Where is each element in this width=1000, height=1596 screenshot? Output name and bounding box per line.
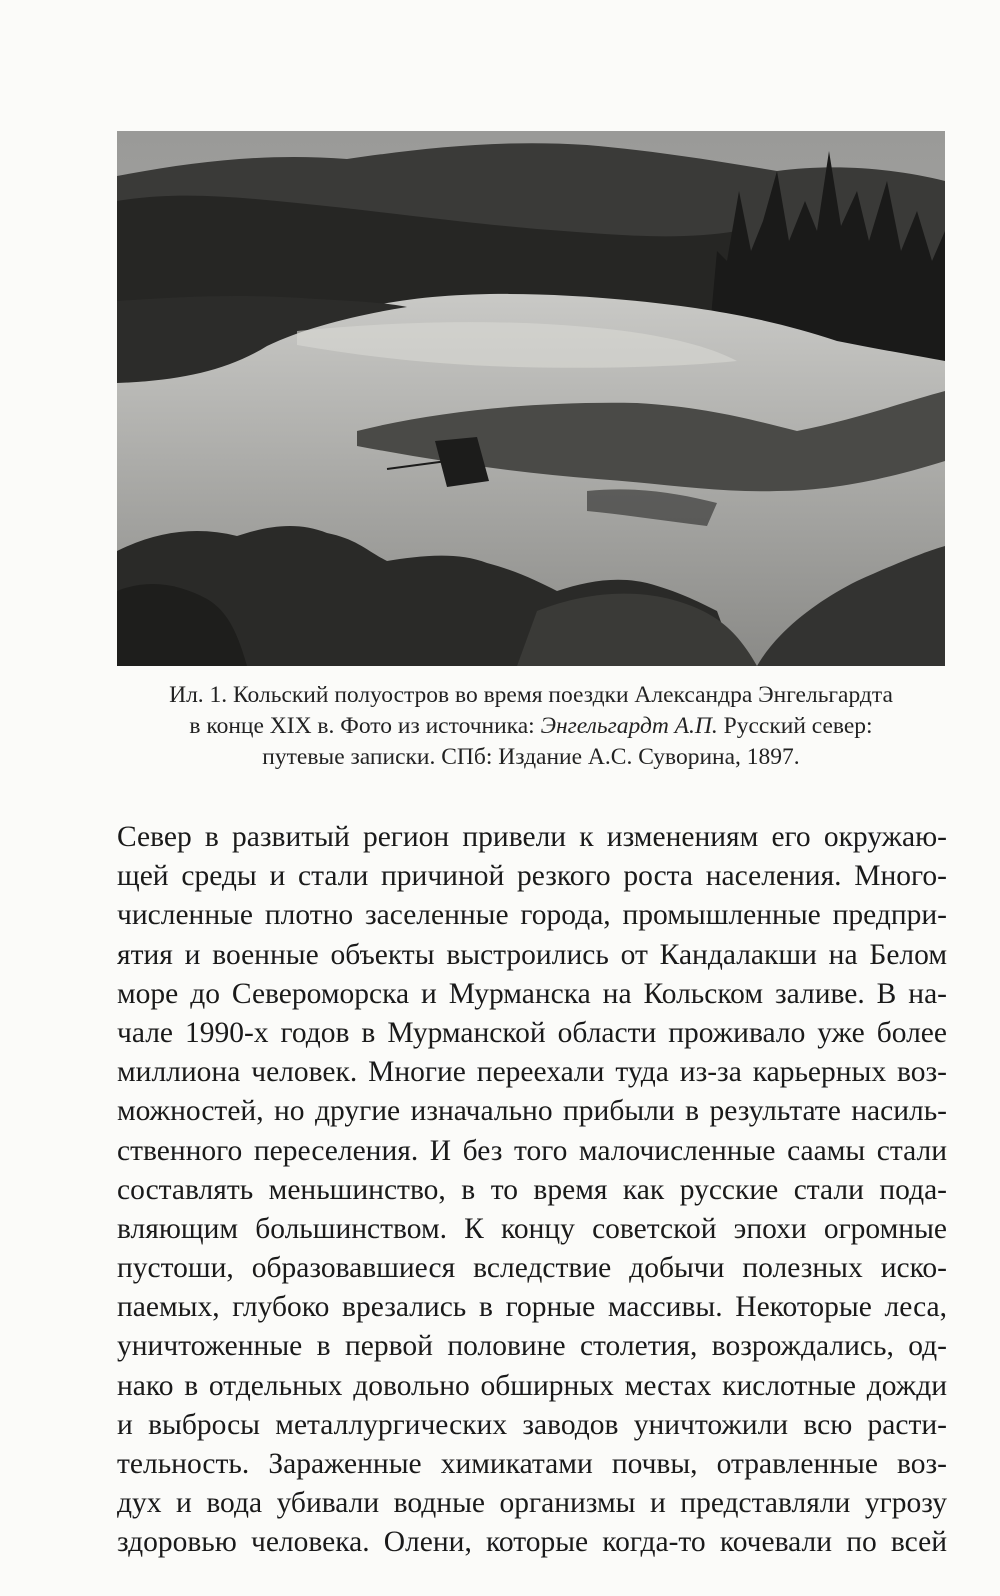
figure-caption <box>100 680 962 773</box>
caption-text-2a: в конце XIX в. Фото из источника: <box>189 713 541 739</box>
text-line: и выбросы металлургических заводов уничтожили всю расти- <box>117 1408 947 1441</box>
text-line: вляющим большинством. К концу советской эпохи огромные <box>117 1212 947 1245</box>
text-line: ственного переселения. И без того малочисленные саамы стали <box>117 1134 947 1167</box>
landscape-photo <box>117 131 945 666</box>
text-line: можностей, но другие изначально прибыли в результате насиль- <box>117 1095 947 1128</box>
text-line: паемых, глубоко врезались в горные массивы. Некоторые леса, <box>117 1291 947 1324</box>
main-text <box>117 818 947 1563</box>
caption-line-1: Ил. 1. Кольский полуостров во время поездки Александра Энгельгардта <box>169 682 893 708</box>
text-line: численные плотно заселенные города, промышленные предпри- <box>117 899 947 932</box>
caption-line-3: путевые записки. СПб: Издание А.С. Суворина, 1897. <box>262 744 800 770</box>
text-line: дух и вода убивали водные организмы и представляли угрозу <box>117 1487 947 1520</box>
text-line: щей среды и стали причиной резкого роста населения. Много- <box>117 860 947 893</box>
text-line: Север в развитый регион привели к изменениям его окружаю- <box>117 821 947 853</box>
text-line: ятия и военные объекты выстроились от Кандалакши на Белом <box>117 938 947 971</box>
text-line: пустоши, образовавшиеся вследствие добычи полезных иско- <box>117 1252 947 1285</box>
caption-text-2b: Русский север: <box>717 713 873 739</box>
text-line: нако в отдельных довольно обширных местах кислотные дожди <box>117 1369 947 1402</box>
text-line: миллиона человек. Многие переехали туда из-за карьерных воз- <box>117 1056 947 1089</box>
text-line: море до Североморска и Мурманска на Кольском заливе. В на- <box>117 977 947 1010</box>
text-line: чале 1990-х годов в Мурманской области проживало уже более <box>117 1016 947 1049</box>
text-line: здоровью человека. Олени, которые когда-то кочевали по всей <box>117 1526 947 1559</box>
text-line: тельность. Зараженные химикатами почвы, отравленные воз- <box>117 1448 947 1480</box>
text-line: уничтоженные в первой половине столетия, возрождались, од- <box>117 1330 947 1363</box>
caption-author: Энгельгардт А.П. <box>540 713 718 739</box>
caption-line-2 <box>100 711 962 742</box>
lake-landscape-illustration <box>117 131 945 666</box>
text-line: составлять меньшинство, в то время как русские стали пода- <box>117 1173 947 1206</box>
